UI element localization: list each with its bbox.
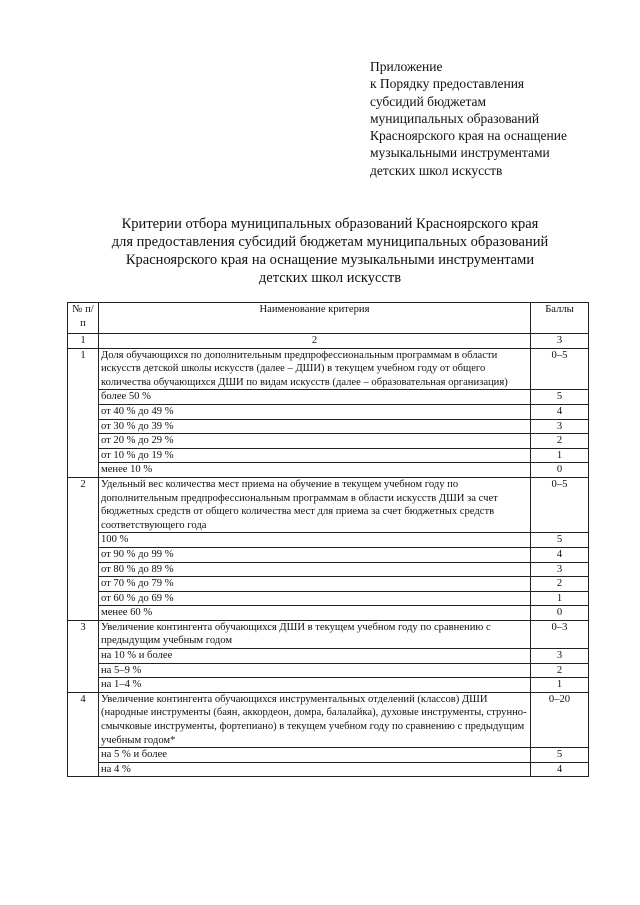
option-label: от 80 % до 89 %	[99, 562, 531, 577]
option-label: от 60 % до 69 %	[99, 591, 531, 606]
table-row	[68, 620, 589, 648]
option-points: 5	[531, 748, 589, 763]
option-points: 2	[531, 577, 589, 592]
appendix-line: Приложение	[370, 59, 443, 74]
option-label: от 90 % до 99 %	[99, 547, 531, 562]
criterion-number: 4	[68, 692, 99, 777]
option-points: 3	[531, 562, 589, 577]
option-label: от 10 % до 19 %	[99, 448, 531, 463]
appendix-line: муниципальных образований	[370, 110, 540, 126]
criterion-range: 0–5	[531, 477, 589, 532]
header-name: Наименование критерия	[99, 303, 531, 334]
option-row	[68, 762, 589, 777]
appendix-line: субсидий бюджетам	[370, 93, 487, 109]
option-row	[68, 547, 589, 562]
option-points: 4	[531, 404, 589, 419]
option-label: менее 10 %	[99, 463, 531, 478]
option-row	[68, 419, 589, 434]
option-points: 1	[531, 591, 589, 606]
header-num: № п/п	[68, 303, 99, 334]
option-row	[68, 748, 589, 763]
criteria-table-body	[68, 303, 589, 777]
document-title	[80, 215, 580, 287]
option-points: 0	[531, 463, 589, 478]
option-row	[68, 434, 589, 449]
option-label: на 5–9 %	[99, 663, 531, 678]
option-row	[68, 606, 589, 621]
option-points: 3	[531, 649, 589, 664]
criterion-number: 3	[68, 620, 99, 692]
option-row	[68, 591, 589, 606]
option-points: 0	[531, 606, 589, 621]
table-header-row	[68, 303, 589, 334]
appendix-line: Красноярского края на оснащение	[370, 128, 567, 144]
option-label: на 1–4 %	[99, 678, 531, 693]
option-row	[68, 649, 589, 664]
option-points: 2	[531, 663, 589, 678]
option-points: 4	[531, 547, 589, 562]
option-label: на 5 % и более	[99, 748, 531, 763]
column-number: 1	[68, 334, 99, 349]
criterion-text: Увеличение контингента обучающихся ДШИ в текущем учебном году по сравнению с предыдущим учебным годом	[99, 620, 531, 648]
option-row	[68, 404, 589, 419]
option-points: 5	[531, 390, 589, 405]
option-row	[68, 390, 589, 405]
option-label: на 4 %	[99, 762, 531, 777]
option-points: 1	[531, 448, 589, 463]
option-label: от 20 % до 29 %	[99, 434, 531, 449]
option-label: от 30 % до 39 %	[99, 419, 531, 434]
option-label: менее 60 %	[99, 606, 531, 621]
option-points: 1	[531, 678, 589, 693]
table-row	[68, 348, 589, 390]
title-line: для предоставления субсидий бюджетам муниципальных образований	[111, 234, 549, 250]
option-points: 3	[531, 419, 589, 434]
criterion-range: 0–20	[531, 692, 589, 747]
option-row	[68, 463, 589, 478]
option-row	[68, 678, 589, 693]
appendix-block	[370, 58, 632, 179]
column-number: 2	[99, 334, 531, 349]
criterion-number: 2	[68, 477, 99, 620]
option-label: на 10 % и более	[99, 649, 531, 664]
appendix-line: к Порядку предоставления	[370, 76, 525, 92]
criterion-range: 0–5	[531, 348, 589, 390]
header-points: Баллы	[531, 303, 589, 334]
option-label: от 70 % до 79 %	[99, 577, 531, 592]
title-line: Критерии отбора муниципальных образований Красноярского края	[121, 216, 539, 232]
option-row	[68, 577, 589, 592]
option-points: 5	[531, 533, 589, 548]
table-row	[68, 692, 589, 747]
column-number: 3	[531, 334, 589, 349]
option-row	[68, 663, 589, 678]
criterion-number: 1	[68, 348, 99, 477]
option-row	[68, 533, 589, 548]
column-number-row	[68, 334, 589, 349]
appendix-line: музыкальными инструментами	[370, 145, 550, 161]
option-row	[68, 562, 589, 577]
option-points: 4	[531, 762, 589, 777]
criterion-text: Доля обучающихся по дополнительным предпрофессиональным программам в области искусств детской школы искусств (далее – ДШИ) в текущем учебном году от общего количества обучающихся ДШИ по видам искусств (далее – образовательная организация)	[99, 348, 531, 390]
option-row	[68, 448, 589, 463]
table-row	[68, 477, 589, 532]
criterion-text: Увеличение контингента обучающихся инструментальных отделений (классов) ДШИ (народные инструменты (баян, аккордеон, домра, балалайка), духовые инструменты, струнно-смычковые инструменты, фортепиано) в текущем учебном году по сравнению с предыдущим учебным годом*	[99, 692, 531, 747]
option-points: 2	[531, 434, 589, 449]
option-label: более 50 %	[99, 390, 531, 405]
criteria-table	[67, 302, 589, 777]
title-line: Красноярского края на оснащение музыкальными инструментами	[125, 252, 535, 268]
appendix-line: детских школ искусств	[370, 162, 503, 178]
criterion-text: Удельный вес количества мест приема на обучение в текущем учебном году по дополнительным предпрофессиональным программам в области искусств ДШИ за счет бюджетных средств от общего количества мест для приема за счет бюджетных средств соответствующего года	[99, 477, 531, 532]
option-label: 100 %	[99, 533, 531, 548]
title-line: детских школ искусств	[258, 270, 402, 286]
option-label: от 40 % до 49 %	[99, 404, 531, 419]
criterion-range: 0–3	[531, 620, 589, 648]
